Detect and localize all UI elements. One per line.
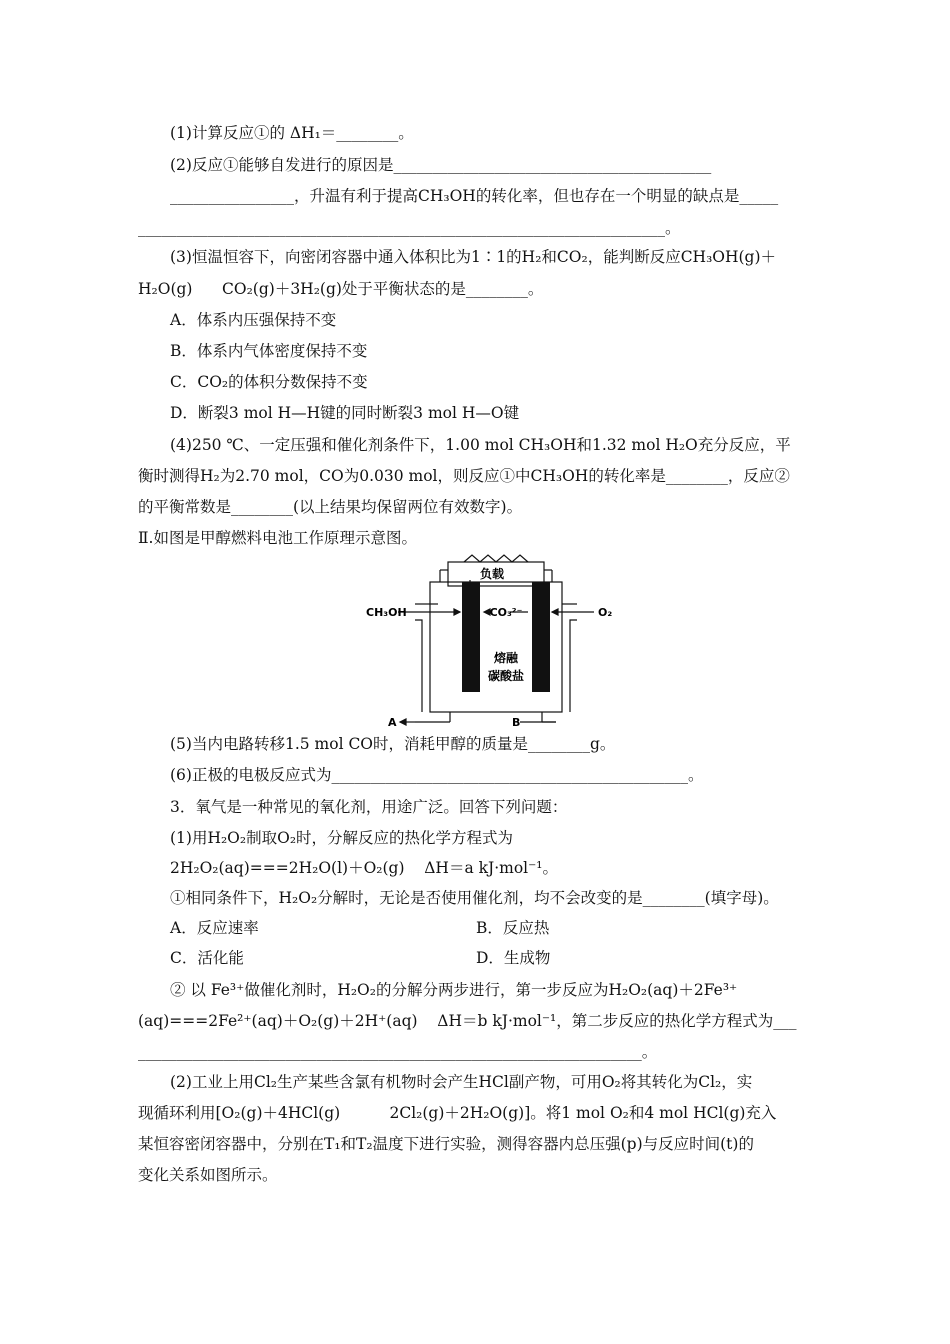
option-a: A．体系内压强保持不变 [170,311,337,329]
s3-option-a: A．反应速率 [170,919,259,937]
option-d: D．断裂3 mol H—H键的同时断裂3 mol H—O键 [170,404,520,422]
q3-text-cont: H₂O(g) CO₂(g)＋3H₂(g)处于平衡状态的是________。 [138,280,544,298]
arrow-in-left [454,609,460,615]
q2-blank-line: ____________________________________________________________________。 [138,219,681,237]
load-label: 负载 [479,567,505,581]
s3-q2-text-cont: 现循环利用[O₂(g)＋4HCl(g) 2Cl₂(g)＋2H₂O(g)]。将1 mol O₂和4 mol HCl(g)充入 [138,1104,777,1122]
q2-text-cont: ________________，升温有利于提高CH₃OH的转化率，但也存在一个明显的缺点是_____ [170,187,779,205]
s3-option-b: B．反应热 [476,919,550,937]
carbonate-ion-label: CO₃²⁻ [489,606,523,619]
oxygen-label: O₂ [598,606,613,619]
outlet-a-label: A [388,716,397,729]
q6-text: (6)正极的电极反应式为______________________________________________。 [170,766,704,784]
anode-electrode [462,582,480,692]
section3-heading: 3．氧气是一种常见的氧化剂，用途广泛。回答下列问题： [170,798,568,816]
part2-heading: Ⅱ.如图是甲醇燃料电池工作原理示意图。 [138,529,417,547]
s3-q1-sub1: ①相同条件下，H₂O₂分解时，无论是否使用催化剂，均不会改变的是________(填字母)。 [170,889,779,907]
s3-option-c: C．活化能 [170,949,244,967]
s3-blank-line: _________________________________________________________________。 [138,1043,658,1061]
cathode-electrode [532,582,550,692]
s3-q1-sub2-cont: (aq)===2Fe²⁺(aq)＋O₂(g)＋2H⁺(aq) ΔH＝b kJ·mol⁻¹，第二步反应的热化学方程式为___ [138,1012,797,1030]
electrolyte-label-2: 碳酸盐 [487,669,525,683]
option-c: C．CO₂的体积分数保持不变 [170,373,368,391]
option-b: B．体系内气体密度保持不变 [170,342,368,360]
methanol-label: CH₃OH [366,606,407,619]
q4-text-cont: 衡时测得H₂为2.70 mol，CO为0.030 mol，则反应①中CH₃OH的转化率是________，反应② [138,467,790,485]
arrow-in-right [552,609,558,615]
q2-text: (2)反应①能够自发进行的原因是_________________________________________ [170,156,712,174]
electrolyte-label-1: 熔融 [493,651,519,665]
outlet-b-label: B [512,716,521,729]
q5-text: (5)当内电路转移1.5 mol CO时，消耗甲醇的质量是________g。 [170,735,616,753]
s3-q1-sub2: ② 以 Fe³⁺做催化剂时，H₂O₂的分解分两步进行，第一步反应为H₂O₂(aq)＋2Fe³⁺ [170,981,738,999]
q1-text: (1)计算反应①的 ΔH₁＝________。 [170,124,414,142]
q3-text: (3)恒温恒容下，向密闭容器中通入体积比为1∶1的H₂和CO₂，能判断反应CH₃OH(g)＋ [170,248,777,266]
q4-text-end: 的平衡常数是________(以上结果均保留两位有效数字)。 [138,498,523,516]
s3-q2-text: (2)工业上用Cl₂生产某些含氯有机物时会产生HCl副产物，可用O₂将其转化为Cl₂，实 [170,1073,753,1091]
s3-q1-text: (1)用H₂O₂制取O₂时，分解反应的热化学方程式为 [170,829,514,847]
q4-text: (4)250 ℃、一定压强和催化剂条件下，1.00 mol CH₃OH和1.32 mol H₂O充分反应，平 [170,436,791,454]
s3-option-d: D．生成物 [476,949,551,967]
s3-q2-text-cont2: 某恒容密闭容器中，分别在T₁和T₂温度下进行实验，测得容器内总压强(p)与反应时间(t)的 [138,1135,754,1153]
fuel-cell-diagram [360,552,630,730]
arrow-out-a [400,719,406,725]
s3-equation: 2H₂O₂(aq)===2H₂O(l)＋O₂(g) ΔH＝a kJ·mol⁻¹。 [170,859,559,877]
s3-q2-text-end: 变化关系如图所示。 [138,1166,278,1184]
zigzag-resistor [464,555,528,562]
